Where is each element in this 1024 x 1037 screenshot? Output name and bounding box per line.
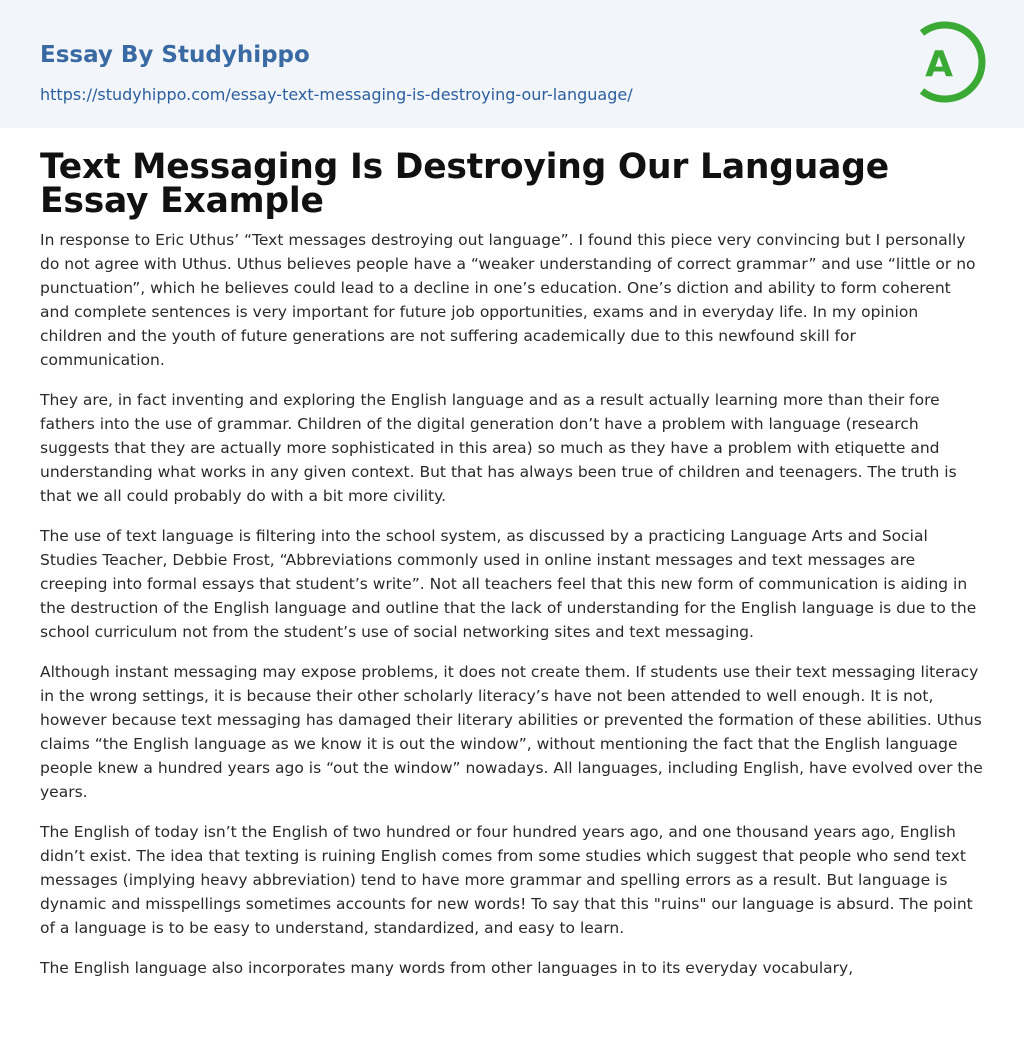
essay-body (40, 228, 984, 996)
source-url-link[interactable]: https://studyhippo.com/essay-text-messaging-is-destroying-our-language/ (40, 85, 633, 104)
essay-paragraph: The use of text language is filtering into the school system, as discussed by a practicing Language Arts and Social Studies Teacher, Debbie Frost, “Abbreviations commonly used in online instant messages and text messages are creeping into formal essays that student’s write”. Not all teachers feel that this new form of communication is aiding in the destruction of the English language and outline that the lack of understanding for the English language is due to the school curriculum not from the student’s use of social networking sites and text messaging. (40, 527, 977, 641)
studyhippo-logo-icon[interactable] (912, 19, 986, 105)
logo-letter: A (925, 44, 953, 85)
essay-paragraph: The English language also incorporates many words from other languages in to its everyday vocabulary, (40, 959, 854, 977)
essay-paragraph: They are, in fact inventing and exploring the English language and as a result actually learning more than their fore fathers into the use of grammar. Children of the digital generation don’t have a problem with language (research suggests that they are actually more sophisticated in this area) so much as they have a problem with etiquette and understanding what works in any given context. But that has always been true of children and teenagers. The truth is that we all could probably do with a bit more civility. (40, 391, 957, 505)
essay-paragraph: In response to Eric Uthus’ “Text messages destroying out language”. I found this piece very convincing but I personally do not agree with Uthus. Uthus believes people have a “weaker understanding of correct grammar” and use “little or no punctuation”, which he believes could lead to a decline in one’s education. One’s diction and ability to form coherent and complete sentences is very important for future job opportunities, exams and in everyday life. In my opinion children and the youth of future generations are not suffering academically due to this newfound skill for communication. (40, 231, 976, 369)
brand-title[interactable]: Essay By Studyhippo (40, 42, 310, 68)
essay-paragraph: Although instant messaging may expose problems, it does not create them. If students use their text messaging literacy in the wrong settings, it is because their other scholarly literacy’s have not been attended to well enough. It is not, however because text messaging has damaged their literary abilities or prevented the formation of these abilities. Uthus claims “the English language as we know it is out the window”, without mentioning the fact that the English language people knew a hundred years ago is “out the window” nowadays. All languages, including English, have evolved over the years. (40, 663, 983, 801)
essay-paragraph: The English of today isn’t the English of two hundred or four hundred years ago, and one thousand years ago, English didn’t exist. The idea that texting is ruining English comes from some studies which suggest that people who send text messages (implying heavy abbreviation) tend to have more grammar and spelling errors as a result. But language is dynamic and misspellings sometimes accounts for new words! To say that this "ruins" our language is absurd. The point of a language is to be easy to understand, standardized, and easy to learn. (40, 823, 973, 937)
essay-title: Text Messaging Is Destroying Our Language Essay Example (40, 147, 889, 221)
site-header (0, 0, 1024, 128)
